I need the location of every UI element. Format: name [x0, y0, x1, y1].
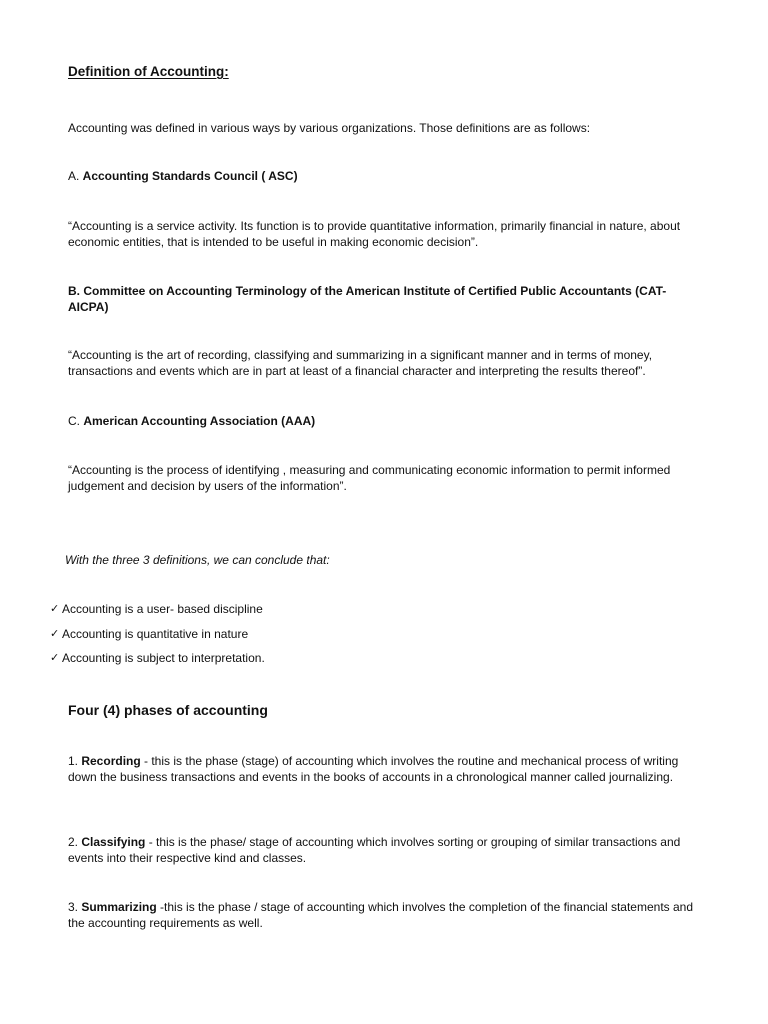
definition-a-quote: “Accounting is a service activity. Its function is to provide quantitative information, primarily financial in nature, about economic entities, that is intended to be useful in making economic decision”. — [68, 219, 681, 249]
definition-b-source: Committee on Accounting Terminology of the American Institute of Certified Public Accountants (CAT-AICPA) — [68, 284, 667, 314]
phase-name: Classifying — [81, 835, 146, 849]
definition-c-prefix: C. — [68, 414, 84, 428]
phase-recording — [68, 753, 700, 785]
definition-a-source: Accounting Standards Council ( ASC) — [82, 169, 298, 183]
definition-a-heading — [68, 168, 700, 184]
phase-summarizing — [68, 899, 700, 931]
checkmark-icon: ✓ — [50, 627, 60, 640]
definition-b-quote: “Accounting is the art of recording, classifying and summarizing in a significant manner and in terms of money, transactions and events which are in part at least of a financial character and interpreting the results thereof”. — [68, 348, 653, 378]
list-item — [50, 650, 450, 675]
phase-name: Summarizing — [81, 900, 157, 914]
checkmark-icon: ✓ — [50, 652, 60, 664]
checkmark-icon: ✓ — [50, 603, 60, 615]
phase-number: 3. — [68, 900, 82, 914]
definition-c-heading — [68, 413, 700, 429]
definition-b-prefix: B. — [68, 284, 84, 298]
conclusion-list — [50, 601, 450, 675]
phase-classifying — [68, 834, 700, 866]
intro-paragraph: Accounting was defined in various ways by various organizations. Those definitions are as follows: — [68, 121, 591, 135]
list-item — [50, 626, 450, 651]
definition-b-heading — [68, 283, 700, 315]
definition-c-source: American Accounting Association (AAA) — [83, 414, 316, 428]
list-item — [50, 601, 450, 626]
definition-a-prefix: A. — [68, 169, 83, 183]
phase-number: 1. — [68, 754, 82, 768]
definition-c-quote: “Accounting is the process of identifying , measuring and communicating economic information to permit informed judgement and decision by users of the information”. — [68, 463, 671, 493]
phase-text: - this is the phase/ stage of accounting which involves sorting or grouping of similar transactions and events into their respective kind and classes. — [68, 835, 681, 865]
conclusion-text: Accounting is subject to interpretation. — [62, 651, 265, 665]
phase-number: 2. — [68, 835, 82, 849]
phases-heading: Four (4) phases of accounting — [68, 702, 268, 718]
conclusion-lead: With the three 3 definitions, we can conclude that: — [65, 553, 330, 567]
phase-text: -this is the phase / stage of accounting which involves the completion of the financial statements and the accounting requirements as well. — [68, 900, 694, 930]
page-title: Definition of Accounting: — [68, 64, 229, 79]
conclusion-text: Accounting is a user- based discipline — [62, 602, 263, 616]
phase-name: Recording — [81, 754, 141, 768]
conclusion-text: Accounting is quantitative in nature — [62, 626, 249, 641]
phase-text: - this is the phase (stage) of accounting which involves the routine and mechanical process of writing down the business transactions and events in the books of accounts in a chronological manner called journalizing. — [68, 754, 679, 784]
